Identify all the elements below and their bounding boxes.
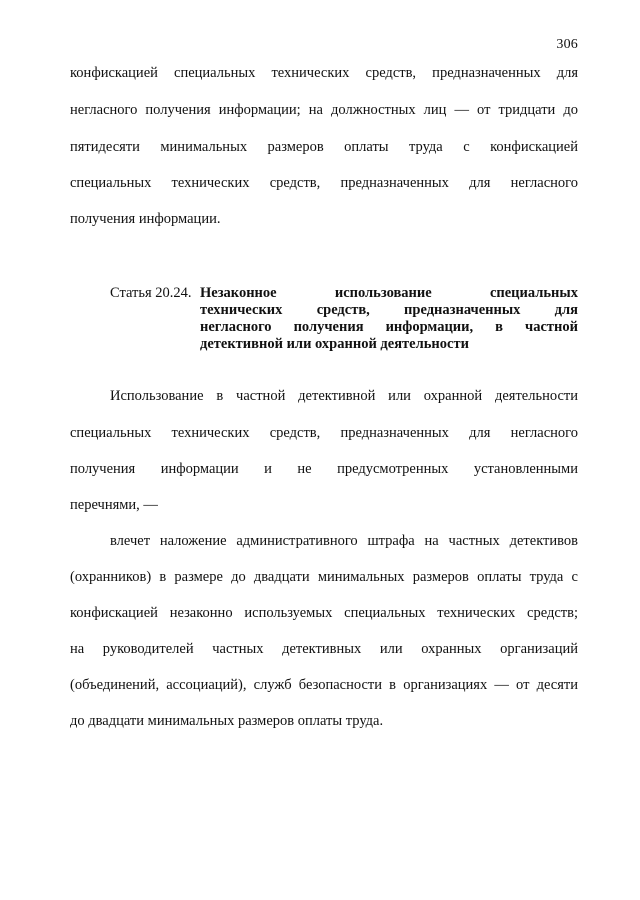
article-title-line: детективной или охранной деятельности xyxy=(200,336,469,352)
article-number: Статья 20.24. xyxy=(110,285,192,301)
article-title-line: негласного получения информации, в частной xyxy=(200,319,578,335)
disposition-line: специальных технических средств, предназначенных для негласного xyxy=(70,425,578,441)
article-title-line: технических средств, предназначенных для xyxy=(200,302,578,318)
top-paragraph-line: негласного получения информации; на должностных лиц — от тридцати до xyxy=(70,102,578,118)
sanction-line: (охранников) в размере до двадцати минимальных размеров оплаты труда с xyxy=(70,569,578,585)
sanction-line: (объединений, ассоциаций), служб безопасности в организациях — от десяти xyxy=(70,677,578,693)
disposition-line: перечнями, — xyxy=(70,497,158,513)
top-paragraph-line: пятидесяти минимальных размеров оплаты труда с конфискацией xyxy=(70,139,578,155)
disposition-line: получения информации и не предусмотренных установленными xyxy=(70,461,578,477)
top-paragraph-line: получения информации. xyxy=(70,211,221,227)
article-title-line: Незаконное использование специальных xyxy=(200,285,578,301)
page-number: 306 xyxy=(556,37,578,52)
sanction-line: до двадцати минимальных размеров оплаты труда. xyxy=(70,713,384,729)
sanction-line: конфискацией незаконно используемых специальных технических средств; xyxy=(70,605,578,621)
top-paragraph-line: конфискацией специальных технических средств, предназначенных для xyxy=(70,65,578,81)
sanction-line: влечет наложение административного штрафа на частных детективов xyxy=(110,533,578,549)
top-paragraph-line: специальных технических средств, предназначенных для негласного xyxy=(70,175,578,191)
disposition-line: Использование в частной детективной или охранной деятельности xyxy=(110,388,578,404)
sanction-line: на руководителей частных детективных или охранных организаций xyxy=(70,641,578,657)
